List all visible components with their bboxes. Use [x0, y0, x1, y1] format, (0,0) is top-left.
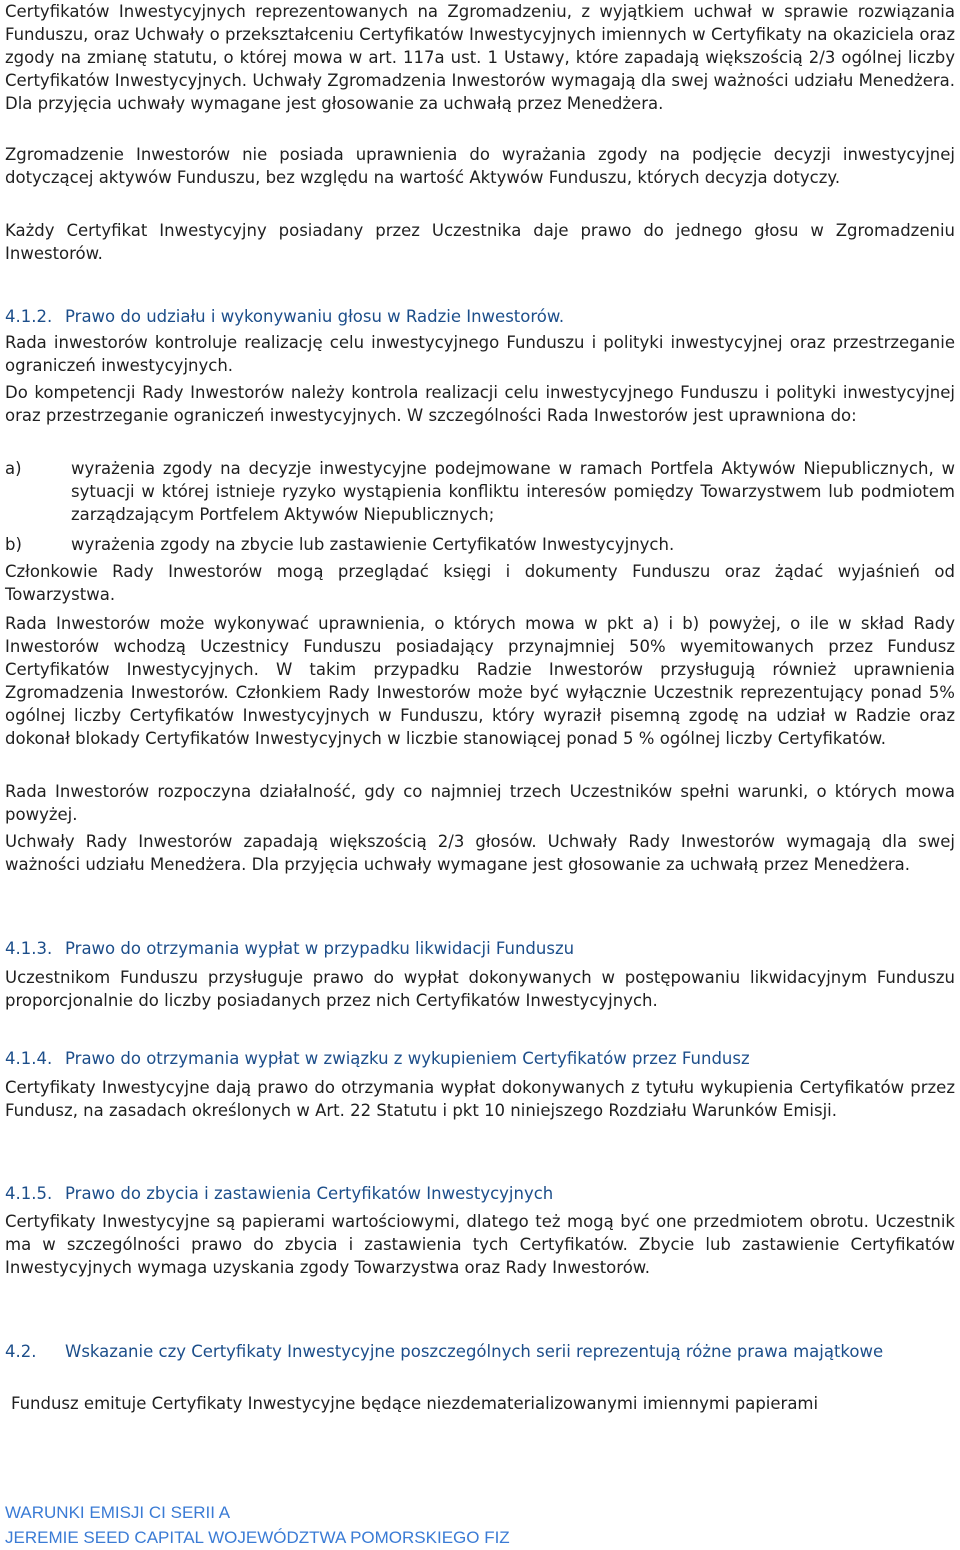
paragraph: Certyfikaty Inwestycyjne są papierami wartościowymi, dlatego też mogą być one przedmiotem obrotu. Uczestnik ma w szczególności prawo do zbycia i zastawienia tych Certyfikatów. Zbycie lub zastawienie Certyfikatów Inwestycyjnych wymaga uzyskania zgody Towarzystwa oraz Rady Inwestorów.	[5, 1212, 955, 1278]
section-heading-4-1-2	[5, 305, 955, 328]
paragraph: Do kompetencji Rady Inwestorów należy kontrola realizacji celu inwestycyjnego Funduszu i polityki inwestycyjnej oraz przestrzeganie ograniczeń inwestycyjnych. W szczególności Rada Inwestorów jest uprawniona do:	[5, 383, 955, 426]
section-title: Prawo do udziału i wykonywaniu głosu w Radzie Inwestorów.	[65, 307, 565, 326]
section-title: Wskazanie czy Certyfikaty Inwestycyjne poszczególnych serii reprezentują różne prawa majątkowe	[65, 1342, 884, 1361]
paragraph: Rada inwestorów kontroluje realizację celu inwestycyjnego Funduszu i polityki inwestycyjnej oraz przestrzeganie ograniczeń inwestycyjnych.	[5, 333, 955, 376]
paragraph: Każdy Certyfikat Inwestycyjny posiadany przez Uczestnika daje prawo do jednego głosu w Zgromadzeniu Inwestorów.	[5, 221, 955, 264]
section-number: 4.1.3.	[5, 939, 53, 958]
section-title: Prawo do zbycia i zastawienia Certyfikatów Inwestycyjnych	[65, 1184, 554, 1203]
paragraph: Zgromadzenie Inwestorów nie posiada uprawnienia do wyrażania zgody na podjęcie decyzji inwestycyjnej dotyczącej aktywów Funduszu, bez względu na wartość Aktywów Funduszu, których decyzja dotyczy.	[5, 145, 955, 188]
list-item-text: wyrażenia zgody na zbycie lub zastawienie Certyfikatów Inwestycyjnych.	[71, 535, 675, 554]
section-title: Prawo do otrzymania wypłat w związku z wykupieniem Certyfikatów przez Fundusz	[65, 1049, 750, 1068]
paragraph: Rada Inwestorów rozpoczyna działalność, gdy co najmniej trzech Uczestników spełni warunki, o których mowa powyżej.	[5, 782, 955, 825]
paragraph: Certyfikaty Inwestycyjne dają prawo do otrzymania wypłat dokonywanych z tytułu wykupienia Certyfikatów przez Fundusz, na zasadach określonych w Art. 22 Statutu i pkt 10 niniejszego Rozdziału Warunków Emisji.	[5, 1078, 955, 1121]
paragraph: Certyfikatów Inwestycyjnych reprezentowanych na Zgromadzeniu, z wyjątkiem uchwał w sprawie rozwiązania Funduszu, oraz Uchwały o przekształceniu Certyfikatów Inwestycyjnych imiennych w Certyfikaty na okaziciela oraz zgody na zmianę statutu, o której mowa w art. 117a ust. 1 Ustawy, które zapadają większością 2/3 ogólnej liczby Certyfikatów Inwestycyjnych. Uchwały Zgromadzenia Inwestorów wymagają dla swej ważności udziału Menedżera. Dla przyjęcia uchwały wymagane jest głosowanie za uchwałą przez Menedżera.	[5, 2, 955, 114]
list-item	[5, 457, 955, 526]
list-item-label: b)	[5, 535, 22, 554]
page-footer	[5, 1500, 705, 1550]
section-number: 4.2.	[5, 1342, 37, 1361]
section-title: Prawo do otrzymania wypłat w przypadku likwidacji Funduszu	[65, 939, 575, 958]
paragraph: Członkowie Rady Inwestorów mogą przeglądać księgi i dokumenty Funduszu oraz żądać wyjaśnień od Towarzystwa.	[5, 562, 955, 605]
section-number: 4.1.5.	[5, 1184, 53, 1203]
paragraph: Uczestnikom Funduszu przysługuje prawo do wypłat dokonywanych w postępowaniu likwidacyjnym Funduszu proporcjonalnie do liczby posiadanych przez nich Certyfikatów Inwestycyjnych.	[5, 968, 955, 1011]
section-number: 4.1.2.	[5, 307, 53, 326]
paragraph: Fundusz emituje Certyfikaty Inwestycyjne będące niezdematerializowanymi imiennymi papierami	[11, 1394, 819, 1413]
footer-line: WARUNKI EMISJI CI SERII A	[5, 1503, 231, 1522]
paragraph: Uchwały Rady Inwestorów zapadają większością 2/3 głosów. Uchwały Rady Inwestorów wymagają dla swej ważności udziału Menedżera. Dla przyjęcia uchwały wymagane jest głosowanie za uchwałą przez Menedżera.	[5, 832, 955, 875]
section-number: 4.1.4.	[5, 1049, 53, 1068]
section-heading-4-1-4	[5, 1047, 955, 1070]
list-item	[5, 533, 955, 556]
footer-line: JEREMIE SEED CAPITAL WOJEWÓDZTWA POMORSKIEGO FIZ	[5, 1528, 510, 1547]
list-item-label: a)	[5, 459, 22, 478]
section-heading-4-2	[5, 1340, 955, 1363]
section-heading-4-1-3	[5, 937, 955, 960]
list-item-text: wyrażenia zgody na decyzje inwestycyjne podejmowane w ramach Portfela Aktywów Niepublicznych, w sytuacji w której istnieje ryzyko wystąpienia konfliktu interesów pomiędzy Towarzystwem lub podmiotem zarządzającym Portfelem Aktywów Niepublicznych;	[71, 459, 955, 525]
section-heading-4-1-5	[5, 1182, 955, 1205]
paragraph: Rada Inwestorów może wykonywać uprawnienia, o których mowa w pkt a) i b) powyżej, o ile w skład Rady Inwestorów wchodzą Uczestnicy Funduszu posiadający przynajmniej 50% wyemitowanych przez Fundusz Certyfikatów Inwestycyjnych. W takim przypadku Radzie Inwestorów przysługują również uprawnienia Zgromadzenia Inwestorów. Członkiem Rady Inwestorów może być wyłącznie Uczestnik reprezentujący ponad 5% ogólnej liczby Certyfikatów Inwestycyjnych w Funduszu, który wyraził pisemną zgodę na udział w Radzie oraz dokonał blokady Certyfikatów Inwestycyjnych w liczbie stanowiącej ponad 5 % ogólnej liczby Certyfikatów.	[5, 614, 955, 749]
